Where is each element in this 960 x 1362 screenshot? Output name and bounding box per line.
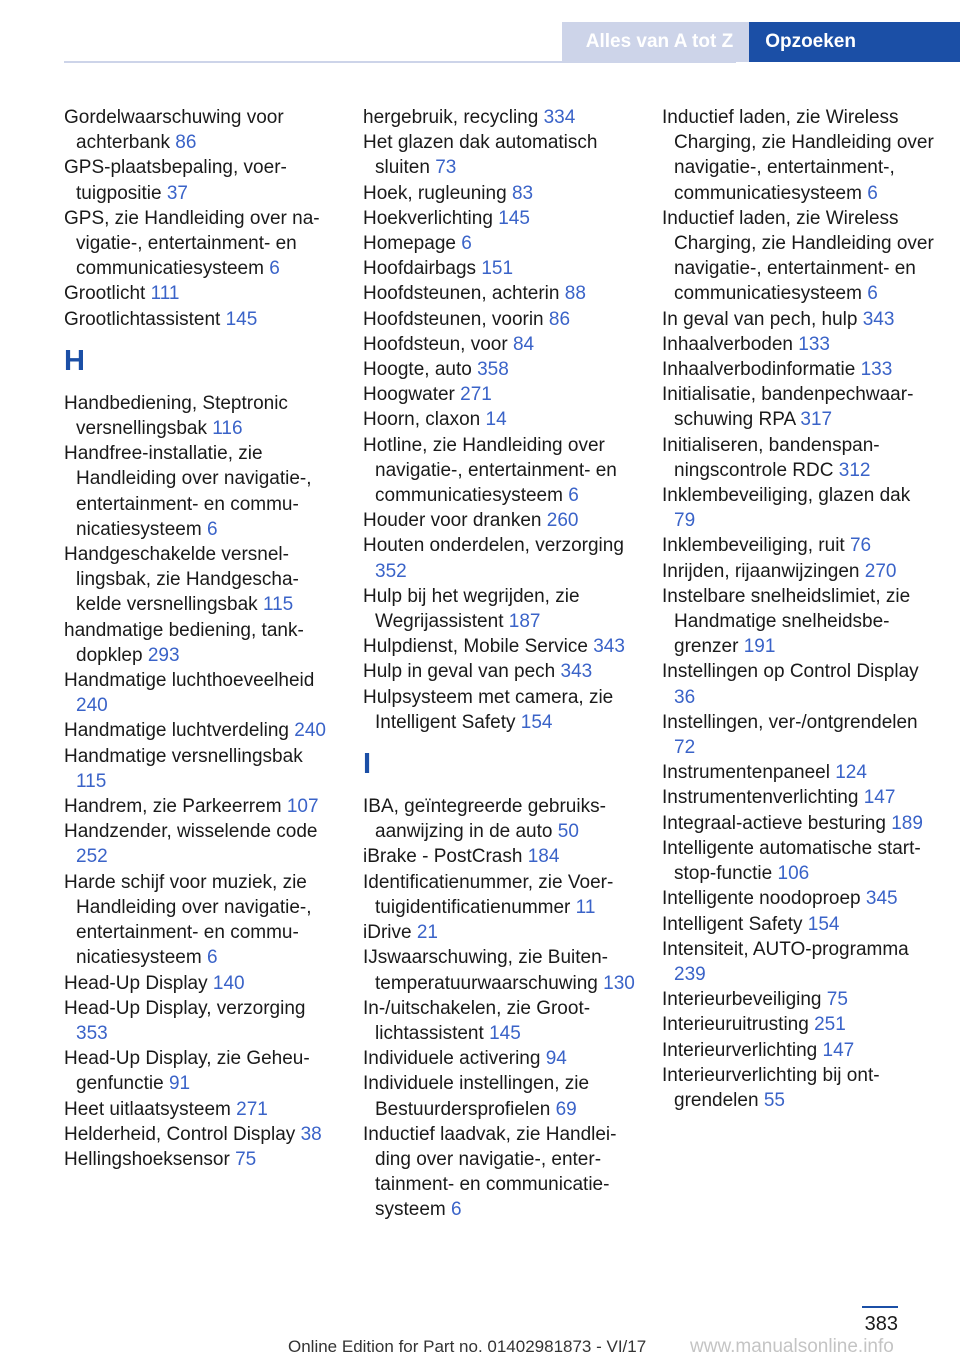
page-ref-link[interactable]: 271: [460, 384, 492, 406]
index-entry: [64, 105, 336, 155]
entry-text: iDrive: [363, 922, 412, 944]
index-entry: [662, 1012, 934, 1037]
entry-text: Heet uitlaatsysteem: [64, 1098, 231, 1120]
section-letter: I: [363, 748, 372, 781]
index-entry: [662, 937, 934, 987]
page-ref-link[interactable]: 115: [262, 594, 294, 616]
entry-text: hergebruik, recycling: [363, 107, 539, 128]
entry-text: Hulp in geval van pech: [363, 661, 556, 683]
index-entry: [64, 668, 336, 718]
entry-text: Interieuruitrusting: [662, 1014, 809, 1036]
index-entry: [662, 785, 934, 810]
page-ref-link[interactable]: 271: [236, 1098, 268, 1120]
page-ref-link[interactable]: 358: [477, 359, 509, 381]
page-ref-link[interactable]: 145: [225, 308, 258, 330]
entry-text: Individuele activering: [363, 1048, 541, 1070]
page-ref-link[interactable]: 84: [512, 333, 535, 355]
page-ref-link[interactable]: 6: [867, 283, 878, 305]
page-ref-link[interactable]: 140: [212, 972, 245, 994]
page-ref-link[interactable]: 36: [674, 686, 696, 708]
page-ref-link[interactable]: 86: [175, 132, 197, 154]
entry-text: Hulp bij het wegrijden, zie Wegrijassistent: [363, 585, 580, 633]
index-entry: [662, 1038, 934, 1063]
index-entry: [64, 155, 336, 205]
entry-text: Hoofdsteunen, achterin: [363, 283, 560, 305]
page-ref-link[interactable]: 11: [575, 896, 596, 918]
page-ref-link[interactable]: 334: [543, 107, 576, 128]
page-ref-link[interactable]: 147: [822, 1039, 855, 1061]
entry-text: Hoofdsteunen, voorin: [363, 308, 544, 330]
index-entry: [662, 332, 934, 357]
index-entry: [363, 281, 635, 306]
page-ref-link[interactable]: 38: [300, 1123, 322, 1145]
index-entry: [662, 206, 934, 307]
page-ref-link[interactable]: 116: [212, 418, 243, 440]
entry-text: IJswaarschuwing, zie Buitentemperatuurwaarschuwing: [363, 947, 608, 994]
index-entry: [363, 844, 635, 869]
entry-text: Identificatienummer, zie Voertuigidentificatienummer: [363, 871, 614, 918]
entry-text: Gordelwaarschuwing voor achterbank: [64, 107, 284, 154]
entry-text: GPS, zie Handleiding over navigatie-, entertainment- en communicatiesysteem: [64, 207, 320, 280]
index-entry: [64, 206, 336, 282]
page-ref-link[interactable]: 352: [375, 560, 407, 582]
entry-text: In-/uitschakelen, zie Grootlichtassistent: [363, 997, 591, 1044]
page-ref-link[interactable]: 345: [865, 888, 898, 910]
index-column-2: [363, 105, 635, 1223]
index-entry: [363, 231, 635, 256]
page-ref-link[interactable]: 240: [76, 695, 108, 717]
page-ref-link[interactable]: 94: [545, 1048, 567, 1070]
index-entry: [662, 710, 934, 760]
index-entry: [363, 634, 635, 659]
entry-text: Initialiseren, bandenspanningscontrole RDC: [662, 434, 880, 481]
index-entry: [363, 332, 635, 357]
index-entry: [64, 971, 336, 996]
page-ref-link[interactable]: 252: [76, 846, 108, 868]
index-entry: [64, 1147, 336, 1172]
page-ref-link[interactable]: 6: [867, 182, 878, 204]
page-ref-link[interactable]: 76: [849, 535, 872, 557]
page-ref-link[interactable]: 6: [206, 518, 218, 540]
page-ref-link[interactable]: 353: [76, 1022, 108, 1044]
page-ref-link[interactable]: 154: [520, 711, 553, 733]
page-ref-link[interactable]: 130: [603, 972, 635, 994]
page-ref-link[interactable]: 133: [798, 333, 830, 355]
page-ref-link[interactable]: 189: [891, 812, 923, 834]
index-entry: [662, 659, 934, 709]
page-number: 383: [864, 1313, 898, 1335]
section-tab[interactable]: Alles van A tot Z: [562, 22, 749, 62]
page-ref-link[interactable]: 145: [498, 207, 530, 229]
entry-text: Intensiteit, AUTO-programma: [662, 938, 909, 960]
page-ref-link[interactable]: 184: [527, 846, 560, 868]
page-ref-link[interactable]: 50: [557, 821, 579, 843]
index-entry: [363, 1071, 635, 1121]
index-entry: [64, 996, 336, 1046]
index-entry: [662, 483, 934, 533]
index-entry: [662, 559, 934, 584]
entry-text: Inductief laden, zie Wireless Charging, zie Handleiding over navigatie-, entertainment-, communicatiesysteem: [662, 107, 934, 204]
index-entry: [64, 718, 336, 743]
entry-text: Hoogte, auto: [363, 359, 472, 381]
entry-text: Instellingen op Control Display: [662, 661, 919, 683]
index-entry: [662, 886, 934, 911]
entry-text: Interieurbeveiliging: [662, 989, 822, 1011]
page-ref-link[interactable]: 147: [863, 787, 896, 809]
entry-text: Interieurverlichting: [662, 1039, 818, 1061]
index-entry: [64, 391, 336, 441]
index-entry: [64, 870, 336, 971]
page-ref-link[interactable]: 187: [508, 611, 541, 633]
entry-text: Handmatige luchthoeveelheid: [64, 670, 315, 692]
page-ref-link[interactable]: 151: [481, 258, 514, 280]
entry-text: Hulpsysteem met camera, zie Intelligent Safety: [363, 686, 614, 733]
page-ref-link[interactable]: 240: [294, 720, 326, 742]
index-entry: [363, 870, 635, 920]
page-ref-link[interactable]: 106: [777, 863, 810, 885]
entry-text: Interieurverlichting bij ontgrendelen: [662, 1064, 880, 1111]
entry-text: Head-Up Display, zie Geheugenfunctie: [64, 1048, 310, 1095]
page-ref-link[interactable]: 191: [743, 636, 776, 658]
header-tabs: [562, 22, 960, 62]
page-ref-link[interactable]: 88: [564, 283, 586, 305]
entry-text: iBrake - PostCrash: [363, 846, 523, 868]
entry-text: Inrijden, rijaanwijzingen: [662, 560, 860, 582]
entry-text: Handbediening, Steptronic versnellingsbak: [64, 392, 288, 440]
index-column-3: [662, 105, 934, 1113]
index-entry: [662, 433, 934, 483]
index-entry: [363, 181, 635, 206]
index-entry: [363, 685, 635, 735]
entry-text: Helderheid, Control Display: [64, 1123, 296, 1145]
index-entry: [64, 1122, 336, 1147]
entry-text: Het glazen dak automatisch sluiten: [363, 132, 598, 179]
entry-text: Grootlichtassistent: [64, 308, 221, 330]
entry-text: Inhaalverboden: [662, 333, 793, 355]
entry-text: Grootlicht: [64, 283, 146, 305]
page-ref-link[interactable]: 72: [674, 737, 696, 759]
index-entry: [662, 912, 934, 937]
page-ref-link[interactable]: 343: [560, 661, 593, 683]
page-ref-link[interactable]: 79: [674, 510, 696, 532]
entry-text: Houten onderdelen, verzorging: [363, 535, 624, 557]
page-ref-link[interactable]: 115: [76, 770, 107, 792]
page-ref-link[interactable]: 317: [800, 409, 833, 431]
entry-text: Intelligente automatische start-stop-functie: [662, 837, 921, 885]
page-ref-link[interactable]: 83: [511, 182, 534, 204]
page-ref-link[interactable]: 251: [814, 1014, 846, 1036]
index-entry: [64, 1046, 336, 1096]
index-entry: [363, 659, 635, 684]
page-ref-link[interactable]: 133: [860, 359, 893, 381]
page-ref-link[interactable]: 91: [168, 1073, 191, 1095]
index-entry: [363, 407, 635, 432]
index-entry: [363, 382, 635, 407]
index-entry: [64, 307, 336, 332]
entry-text: Hoorn, claxon: [363, 409, 481, 431]
index-entry: [64, 1097, 336, 1122]
index-entry: [662, 357, 934, 382]
page-ref-link[interactable]: 6: [269, 258, 280, 280]
entry-text: Hoek, rugleuning: [363, 182, 507, 204]
index-entry: [64, 794, 336, 819]
index-entry: [363, 533, 635, 583]
index-entry: [662, 382, 934, 432]
index-entry: [64, 744, 336, 794]
entry-text: Hoofdsteun, voor: [363, 333, 508, 355]
page-ref-link[interactable]: 270: [864, 560, 897, 582]
entry-text: Intelligente noodoproep: [662, 888, 861, 910]
footer-edition: Online Edition for Part no. 01402981873 - VI/17: [288, 1337, 647, 1356]
page-ref-link[interactable]: 6: [568, 485, 579, 507]
page-ref-link[interactable]: 343: [862, 308, 895, 330]
entry-text: Inductief laden, zie Wireless Charging, zie Handleiding over navigatie-, entertainment- en communicatiesysteem: [662, 207, 934, 305]
entry-text: Inhaalverbodinformatie: [662, 359, 856, 381]
index-entry: [64, 618, 336, 668]
index-entry: [662, 533, 934, 558]
index-entry: [363, 584, 635, 634]
index-entry: [363, 1122, 635, 1223]
entry-text: Hellingshoeksensor: [64, 1148, 230, 1170]
index-entry: [662, 584, 934, 660]
index-entry: [363, 307, 635, 332]
entry-text: IBA, geïntegreerde gebruiksaanwijzing in de auto: [363, 796, 606, 843]
footer-rule: [862, 1306, 898, 1308]
entry-text: handmatige bediening, tankdopklep: [64, 619, 304, 666]
index-entry: [363, 433, 635, 509]
entry-text: Hulpdienst, Mobile Service: [363, 636, 588, 658]
index-entry: [363, 357, 635, 382]
page-ref-link[interactable]: 312: [838, 459, 871, 481]
index-entry: [662, 760, 934, 785]
page-ref-link[interactable]: 55: [763, 1089, 785, 1111]
entry-text: Handgeschakelde versnellingsbak, zie Handgeschakelde versnellingsbak: [64, 544, 299, 616]
index-entry: [662, 105, 934, 206]
index-entry: [363, 130, 635, 180]
header-rule: [64, 61, 736, 63]
page-ref-link[interactable]: 75: [826, 989, 848, 1011]
index-entry: [662, 811, 934, 836]
index-entry: [363, 105, 635, 130]
entry-text: Instrumentenpaneel: [662, 762, 830, 784]
page-ref-link[interactable]: 239: [674, 963, 706, 985]
page-ref-link[interactable]: 154: [807, 913, 840, 935]
index-entry: [64, 819, 336, 869]
index-entry: [363, 945, 635, 995]
entry-text: Instelbare snelheidslimiet, zie Handmatige snelheidsbegrenzer: [662, 585, 911, 658]
section-letter: H: [64, 344, 85, 377]
page-ref-link[interactable]: 124: [835, 762, 867, 784]
page-ref-link[interactable]: 69: [555, 1098, 577, 1120]
entry-text: Handfree-installatie, zie Handleiding over navigatie-, entertainment- en communicatiesysteem: [64, 443, 312, 540]
entry-text: Hotline, zie Handleiding over navigatie-, entertainment- en communicatiesysteem: [363, 434, 617, 507]
page-ref-link[interactable]: 6: [451, 1199, 462, 1221]
index-entry: [363, 206, 635, 231]
entry-text: Inductief laadvak, zie Handleiding over navigatie-, entertainment- en communicatiesysteem: [363, 1123, 617, 1221]
page-ref-link[interactable]: 343: [593, 636, 625, 658]
entry-text: Initialisatie, bandenpechwaarschuwing RPA: [662, 384, 914, 431]
index-entry: [662, 987, 934, 1012]
page-ref-link[interactable]: 37: [166, 182, 188, 204]
index-entry: [363, 1046, 635, 1071]
index-entry: [363, 794, 635, 844]
entry-text: Handmatige versnellingsbak: [64, 745, 303, 767]
entry-text: GPS-plaatsbepaling, voertuigpositie: [64, 157, 287, 204]
index-entry: [363, 256, 635, 281]
page-ref-link[interactable]: 111: [150, 283, 180, 305]
page-ref-link[interactable]: 21: [416, 922, 438, 944]
page-ref-link[interactable]: 293: [147, 644, 180, 666]
entry-text: Handzender, wisselende code: [64, 821, 318, 843]
page-ref-link[interactable]: 107: [286, 796, 319, 818]
index-entry: [363, 508, 635, 533]
entry-text: Inklembeveiliging, glazen dak: [662, 485, 911, 507]
entry-text: Hoofdairbags: [363, 258, 477, 280]
active-tab-opzoeken[interactable]: Opzoeken: [749, 22, 960, 62]
index-column-1: [64, 105, 336, 1172]
index-entry: [64, 281, 336, 306]
entry-text: Instellingen, ver-/ontgrendelen: [662, 711, 918, 733]
entry-text: Inklembeveiliging, ruit: [662, 535, 845, 557]
watermark: www.manualsonline.info: [690, 1336, 894, 1357]
index-entry: [662, 307, 934, 332]
entry-text: Integraal-actieve besturing: [662, 812, 886, 834]
entry-text: Handrem, zie Parkeerrem: [64, 796, 282, 818]
page-ref-link[interactable]: 6: [461, 233, 472, 255]
index-entry: [64, 542, 336, 618]
page-ref-link[interactable]: 260: [546, 510, 579, 532]
page-ref-link[interactable]: 73: [435, 157, 457, 179]
entry-text: Head-Up Display, verzorging: [64, 997, 306, 1019]
index-entry: [662, 1063, 934, 1113]
entry-text: Head-Up Display: [64, 972, 208, 994]
entry-text: Hoekverlichting: [363, 207, 493, 229]
entry-text: Intelligent Safety: [662, 913, 803, 935]
entry-text: Handmatige luchtverdeling: [64, 720, 289, 742]
index-entry: [64, 441, 336, 542]
page-ref-link[interactable]: 75: [235, 1148, 257, 1170]
page-ref-link[interactable]: 14: [485, 409, 507, 431]
entry-text: In geval van pech, hulp: [662, 308, 858, 330]
index-entry: [363, 920, 635, 945]
entry-text: Homepage: [363, 233, 456, 255]
index-entry: [662, 836, 934, 886]
page-ref-link[interactable]: 6: [206, 947, 218, 969]
page-ref-link[interactable]: 86: [548, 308, 571, 330]
index-entry: [363, 996, 635, 1046]
entry-text: Instrumentenverlichting: [662, 787, 859, 809]
entry-text: Houder voor dranken: [363, 510, 542, 532]
entry-text: Hoogwater: [363, 384, 455, 406]
entry-text: Individuele instellingen, zie Bestuurdersprofielen: [363, 1073, 590, 1120]
page-ref-link[interactable]: 145: [489, 1022, 521, 1044]
entry-text: Harde schijf voor muziek, zie Handleiding over navigatie-, entertainment- en communicatiesysteem: [64, 871, 312, 969]
